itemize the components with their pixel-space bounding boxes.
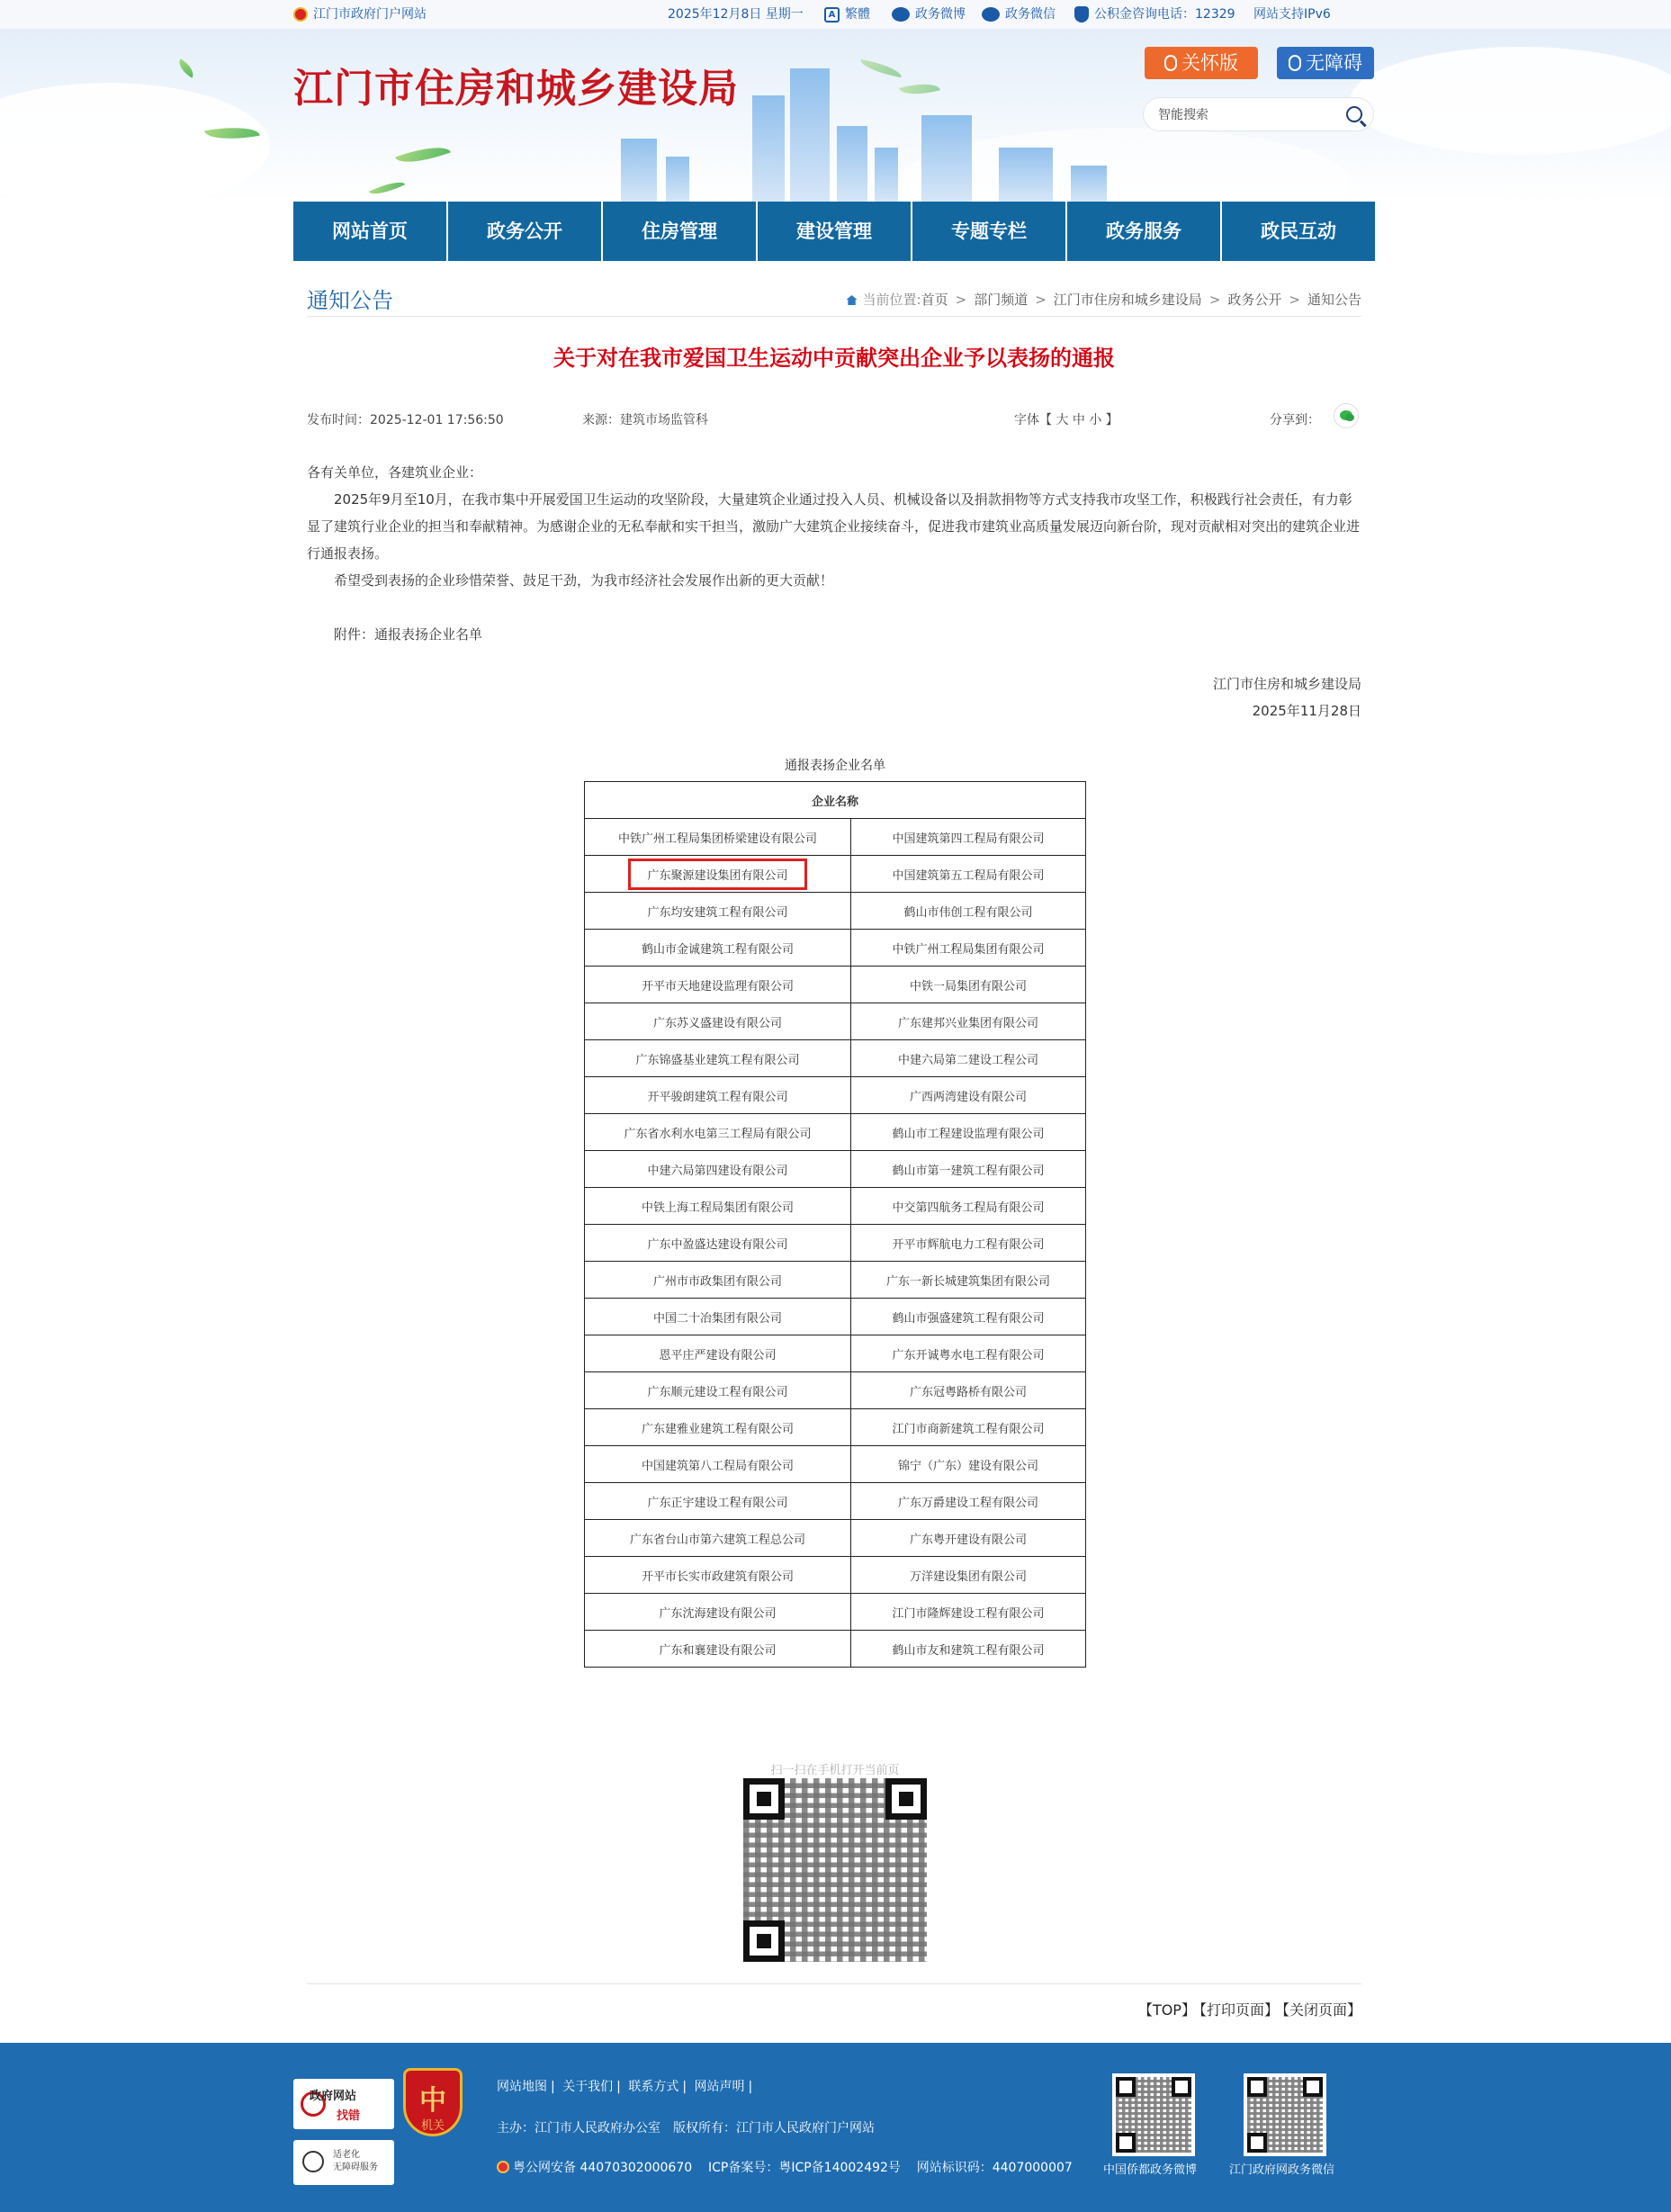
table-caption: 通报表扬企业名单 [785,759,885,773]
registration-info [497,2158,1073,2176]
enterprise-table [584,781,1086,1668]
table-cell [585,930,851,967]
table-cell [585,1483,851,1520]
breadcrumb-channel[interactable]: 部门频道 [974,292,1029,308]
enterprise-name: 中交第四航务工程局有限公司 [892,1200,1045,1215]
table-cell [851,1520,1086,1557]
enterprise-name: 广东冠粤路桥有限公司 [909,1385,1027,1399]
wechat-link[interactable]: 政务微信 [982,0,1056,29]
enterprise-name: 广东聚源建设集团有限公司 [628,859,806,890]
about-link[interactable]: 关于我们 [562,2080,614,2094]
enterprise-name: 广东锦盛基业建筑工程有限公司 [635,1053,800,1067]
breadcrumb-separator: > [1035,292,1047,308]
table-cell [851,1409,1086,1446]
table-cell [585,1114,851,1151]
table-cell [851,1299,1086,1335]
nav-special-topics[interactable]: 专题专栏 [912,202,1067,261]
city-skyline [921,115,972,202]
city-skyline [752,95,785,202]
table-row [585,856,1086,893]
enterprise-name: 广东省台山市第六建筑工程总公司 [629,1533,805,1547]
table-cell [585,1040,851,1077]
city-skyline [875,148,898,202]
city-skyline [790,68,830,202]
statement-link[interactable]: 网站声明 [694,2080,745,2094]
table-cell [585,1225,851,1262]
table-cell [585,1188,851,1225]
care-mode-button[interactable]: 关怀版 [1145,47,1258,79]
table-row [585,1003,1086,1040]
enterprise-name: 广东开诚粤水电工程有限公司 [892,1348,1045,1362]
section-title: 通知公告 [307,288,393,313]
leaf-decoration [369,176,405,200]
wheelchair-icon [302,2151,324,2172]
enterprise-name: 中国建筑第四工程局有限公司 [892,832,1045,846]
enterprise-name: 中铁上海工程局集团有限公司 [641,1200,794,1215]
hotline-text: 公积金咨询电话：12329 [1074,0,1235,29]
enterprise-name: 中国建筑第八工程局有限公司 [641,1459,794,1473]
table-cell [585,893,851,930]
breadcrumb-notice[interactable]: 通知公告 [1307,292,1361,308]
header-banner [0,29,1671,202]
paragraph: 2025年9月至10月，在我市集中开展爱国卫生运动的攻坚阶段，大量建筑企业通过投入人员、机械设备以及捐款捐物等方式支持我市攻坚工作，积极践行社会责任，有力彰显了建筑行业企业的担当和奉献精神。为感谢企业的无私奉献和实干担当，激励广大建筑企业接续奋斗，促进我市建筑业高质量发展迈向新台阶，现对贡献相对突出的建筑企业进行通报表扬。 [307,491,1361,562]
table-cell [851,1372,1086,1409]
table-cell [851,1335,1086,1372]
home-icon [847,295,858,305]
leaf-decoration [175,58,197,77]
footer-links: 网站地图 | 关于我们 | 联系方式 | 网站声明 | [497,2080,753,2094]
table-row [585,1557,1086,1594]
city-skyline [621,139,657,202]
table-row [585,1151,1086,1188]
table-cell [851,819,1086,856]
table-cell [851,1077,1086,1114]
table-row [585,1409,1086,1446]
portal-link[interactable]: 江门市政府门户网站 [293,0,427,29]
enterprise-name: 锦宁（广东）建设有限公司 [897,1459,1038,1473]
enterprise-name: 江门市商新建筑工程有限公司 [892,1422,1045,1436]
enterprise-name: 广东万爵建设工程有限公司 [897,1496,1038,1510]
elder-accessibility-badge[interactable]: 适老化 无障碍服务 [293,2140,394,2185]
table-cell [585,1631,851,1668]
enterprise-name: 中铁一局集团有限公司 [909,979,1027,994]
table-cell [585,819,851,856]
enterprise-name: 广州市市政集团有限公司 [652,1274,782,1289]
table-header: 企业名称 [585,782,1086,819]
table-cell [585,1520,851,1557]
enterprise-name: 鹤山市工程建设监理有限公司 [892,1127,1045,1141]
table-row [585,1483,1086,1520]
enterprise-name: 鹤山市第一建筑工程有限公司 [892,1164,1045,1178]
enterprise-name: 开平市长实市政建筑有限公司 [641,1569,794,1584]
search-box [1143,97,1374,131]
table-cell [851,1594,1086,1631]
wechat-share-icon[interactable] [1334,403,1359,428]
table-cell [851,1557,1086,1594]
table-cell [585,1446,851,1483]
cloud-decoration [0,83,270,202]
top-bar [0,0,1671,29]
breadcrumb-separator: > [955,292,967,308]
close-page-link[interactable]: 【关闭页面】 [1281,2001,1361,2019]
table-cell [585,1077,851,1114]
police-record[interactable]: 粤公网安备 44070302000670 [513,2161,693,2175]
breadcrumb-separator: > [1289,292,1300,308]
table-cell [851,967,1086,1003]
enterprise-name: 中铁广州工程局集团有限公司 [892,942,1045,957]
table-row [585,1188,1086,1225]
enterprise-name: 广东一新长城建筑集团有限公司 [885,1274,1050,1289]
table-row [585,1299,1086,1335]
article-body [307,459,1361,648]
table-cell [585,1372,851,1409]
city-skyline [999,148,1053,202]
share-label: 分享到： [1270,413,1320,427]
table-cell [585,1299,851,1335]
table-cell [851,1483,1086,1520]
spacer [307,594,1361,621]
city-skyline [666,157,689,202]
enterprise-name: 广西两湾建设有限公司 [909,1090,1027,1104]
table-cell [851,1446,1086,1483]
site-code: 网站标识码：4407000007 [916,2161,1073,2175]
enterprise-name: 中国二十冶集团有限公司 [652,1311,782,1326]
table-cell [585,1335,851,1372]
enterprise-name: 鹤山市强盛建筑工程有限公司 [892,1311,1045,1326]
publish-time: 发布时间：2025-12-01 17:56:50 [307,413,504,427]
table-cell [585,1409,851,1446]
enterprise-name: 开平骏朗建筑工程有限公司 [647,1090,788,1104]
attachment-note: 附件：通报表扬企业名单 [334,626,483,643]
enterprise-name: 鹤山市伟创工程有限公司 [903,905,1033,920]
enterprise-name: 恩平庄严建设有限公司 [659,1348,777,1362]
print-page-link[interactable]: 【打印页面】 [1199,2001,1279,2019]
weibo-qr-caption: 中国侨都政务微博 [1103,2163,1198,2177]
enterprise-name: 广东正宇建设工程有限公司 [647,1496,788,1510]
party-government-badge[interactable]: 中 机关 [403,2068,463,2136]
search-input[interactable] [1158,105,1338,125]
enterprise-name: 万洋建设集团有限公司 [909,1569,1027,1584]
table-cell [851,1003,1086,1040]
paragraph: 希望受到表扬的企业珍惜荣誉、鼓足干劲，为我市经济社会发展作出新的更大贡献！ [334,572,834,589]
enterprise-name: 广东粤开建设有限公司 [909,1533,1027,1547]
phone-icon [1074,6,1089,22]
wechat-qr-code [1244,2073,1326,2156]
enterprise-name: 广东顺元建设工程有限公司 [647,1385,788,1399]
qr-caption: 扫一扫在手机打开当前页 [770,1764,900,1777]
accessibility-button[interactable]: 无障碍 [1277,47,1374,79]
article-source: 来源：建筑市场监管科 [582,413,708,427]
table-row [585,967,1086,1003]
police-badge-icon [497,2161,509,2173]
breadcrumb-home[interactable]: 首页 [921,292,948,308]
nav-government-affairs[interactable]: 政务公开 [448,202,603,261]
enterprise-name: 中建六局第二建设工程公司 [897,1053,1038,1067]
find-error-badge[interactable]: 政府网站 找错 [293,2079,394,2129]
breadcrumb-bureau[interactable]: 江门市住房和城乡建设局 [1053,292,1202,308]
traditional-link[interactable]: A 繁體 [824,0,870,29]
nav-home[interactable]: 网站首页 [293,202,448,261]
table-cell [851,856,1086,893]
enterprise-name: 鹤山市金诚建筑工程有限公司 [641,942,794,957]
table-cell [851,1040,1086,1077]
table-row [585,1262,1086,1299]
enterprise-name: 广东均安建筑工程有限公司 [647,905,788,920]
table-cell [851,1188,1086,1225]
leaf-decoration [858,59,903,77]
breadcrumb-label: 当前位置: [862,292,921,308]
footer [0,2043,1671,2212]
host-info: 主办：江门市人民政府办公室 版权所有：江门市人民政府门户网站 [497,2121,875,2136]
table-row [585,1040,1086,1077]
enterprise-name: 开平市辉航电力工程有限公司 [892,1237,1045,1252]
site-title: 江门市住房和城乡建设局 [293,66,739,112]
enterprise-name: 广东苏义盛建设有限公司 [652,1016,782,1030]
national-emblem-icon [293,7,308,22]
table-row [585,1114,1086,1151]
enterprise-name: 江门市隆辉建设工程有限公司 [892,1606,1045,1621]
table-cell [851,1225,1086,1262]
breadcrumb-separator: > [1208,292,1221,308]
sitemap-link[interactable]: 网站地图 [497,2080,547,2094]
table-cell [851,1631,1086,1668]
city-skyline [1071,166,1107,202]
cloud-decoration [1350,47,1671,155]
page-qr-code [743,1778,927,1962]
weibo-link[interactable]: 政务微博 [892,0,966,29]
table-row [585,893,1086,930]
table-cell [851,1262,1086,1299]
breadcrumb-row [307,281,1361,317]
leaf-decoration [899,78,940,101]
sign-date: 2025年11月28日 [1252,703,1361,719]
page-utilities [307,1983,1361,2019]
enterprise-name: 中建六局第四建设有限公司 [647,1164,788,1178]
date-text: 2025年12月8日 星期一 [668,7,804,22]
table-cell [585,1151,851,1188]
enterprise-name: 中铁广州工程局集团桥梁建设有限公司 [617,832,817,846]
table-header-row [585,782,1086,819]
breadcrumb [847,290,1361,309]
article-title: 关于对在我市爱国卫生运动中贡献突出企业予以表扬的通报 [553,346,1115,371]
table-row [585,1520,1086,1557]
qr-finder [885,1778,927,1820]
search-icon[interactable] [1346,106,1362,122]
table-cell [585,1557,851,1594]
nav-services[interactable]: 政务服务 [1067,202,1222,261]
table-row [585,819,1086,856]
enterprise-name: 鹤山市友和建筑工程有限公司 [892,1643,1045,1658]
ipv6-text: 网站支持IPv6 [1253,7,1331,22]
table-cell [851,1151,1086,1188]
table-cell [851,1114,1086,1151]
table-row [585,1631,1086,1668]
city-skyline [837,126,867,202]
font-size-switcher[interactable]: 字体【 大 中 小 】 [1014,413,1118,427]
table-row [585,1335,1086,1372]
table-cell [851,930,1086,967]
article-meta [307,403,1361,434]
enterprise-name: 广东和襄建设有限公司 [659,1643,777,1658]
main-nav [293,202,1375,261]
traditional-chinese-icon: A [824,7,840,22]
table-cell [585,1594,851,1631]
back-to-top-link[interactable]: 【TOP】 [1137,2001,1196,2019]
signer: 江门市住房和城乡建设局 [1212,676,1361,692]
elder-care-icon [1164,55,1177,71]
nav-construction[interactable]: 建设管理 [758,202,912,261]
table-row [585,1446,1086,1483]
enterprise-name: 广东中盈盛达建设有限公司 [647,1237,788,1252]
qr-finder [743,1778,785,1820]
icp-record[interactable]: ICP备案号：粤ICP备14002492号 [707,2161,901,2175]
table-row [585,1594,1086,1631]
leaf-decoration [395,139,451,171]
weibo-icon [892,7,910,22]
wechat-qr-caption: 江门政府网政务微信 [1229,2163,1335,2177]
nav-interaction[interactable]: 政民互动 [1261,220,1336,242]
table-cell [585,967,851,1003]
breadcrumb-gov-open[interactable]: 政务公开 [1227,292,1282,308]
table-row [585,1225,1086,1262]
table-cell [851,893,1086,930]
enterprise-name: 开平市天地建设监理有限公司 [641,979,794,994]
table-row [585,930,1086,967]
enterprise-name: 广东建邦兴业集团有限公司 [897,1016,1038,1030]
enterprise-name: 广东建雅业建筑工程有限公司 [641,1422,794,1436]
table-row [585,1077,1086,1114]
enterprise-name: 广东省水利水电第三工程局有限公司 [624,1127,812,1141]
wheelchair-icon [1289,55,1301,71]
wechat-icon [982,7,1000,22]
salutation: 各有关单位，各建筑业企业： [307,464,483,481]
enterprise-name: 广东沈海建设有限公司 [659,1606,777,1621]
table-cell [585,1003,851,1040]
table-body [585,819,1086,1668]
table-row [585,1372,1086,1409]
weibo-qr-code [1112,2073,1195,2156]
enterprise-name: 中国建筑第五工程局有限公司 [892,868,1045,883]
nav-housing[interactable]: 住房管理 [603,202,758,261]
qr-finder [743,1920,785,1962]
table-cell [585,856,851,893]
contact-link[interactable]: 联系方式 [628,2080,679,2094]
table-cell [585,1262,851,1299]
